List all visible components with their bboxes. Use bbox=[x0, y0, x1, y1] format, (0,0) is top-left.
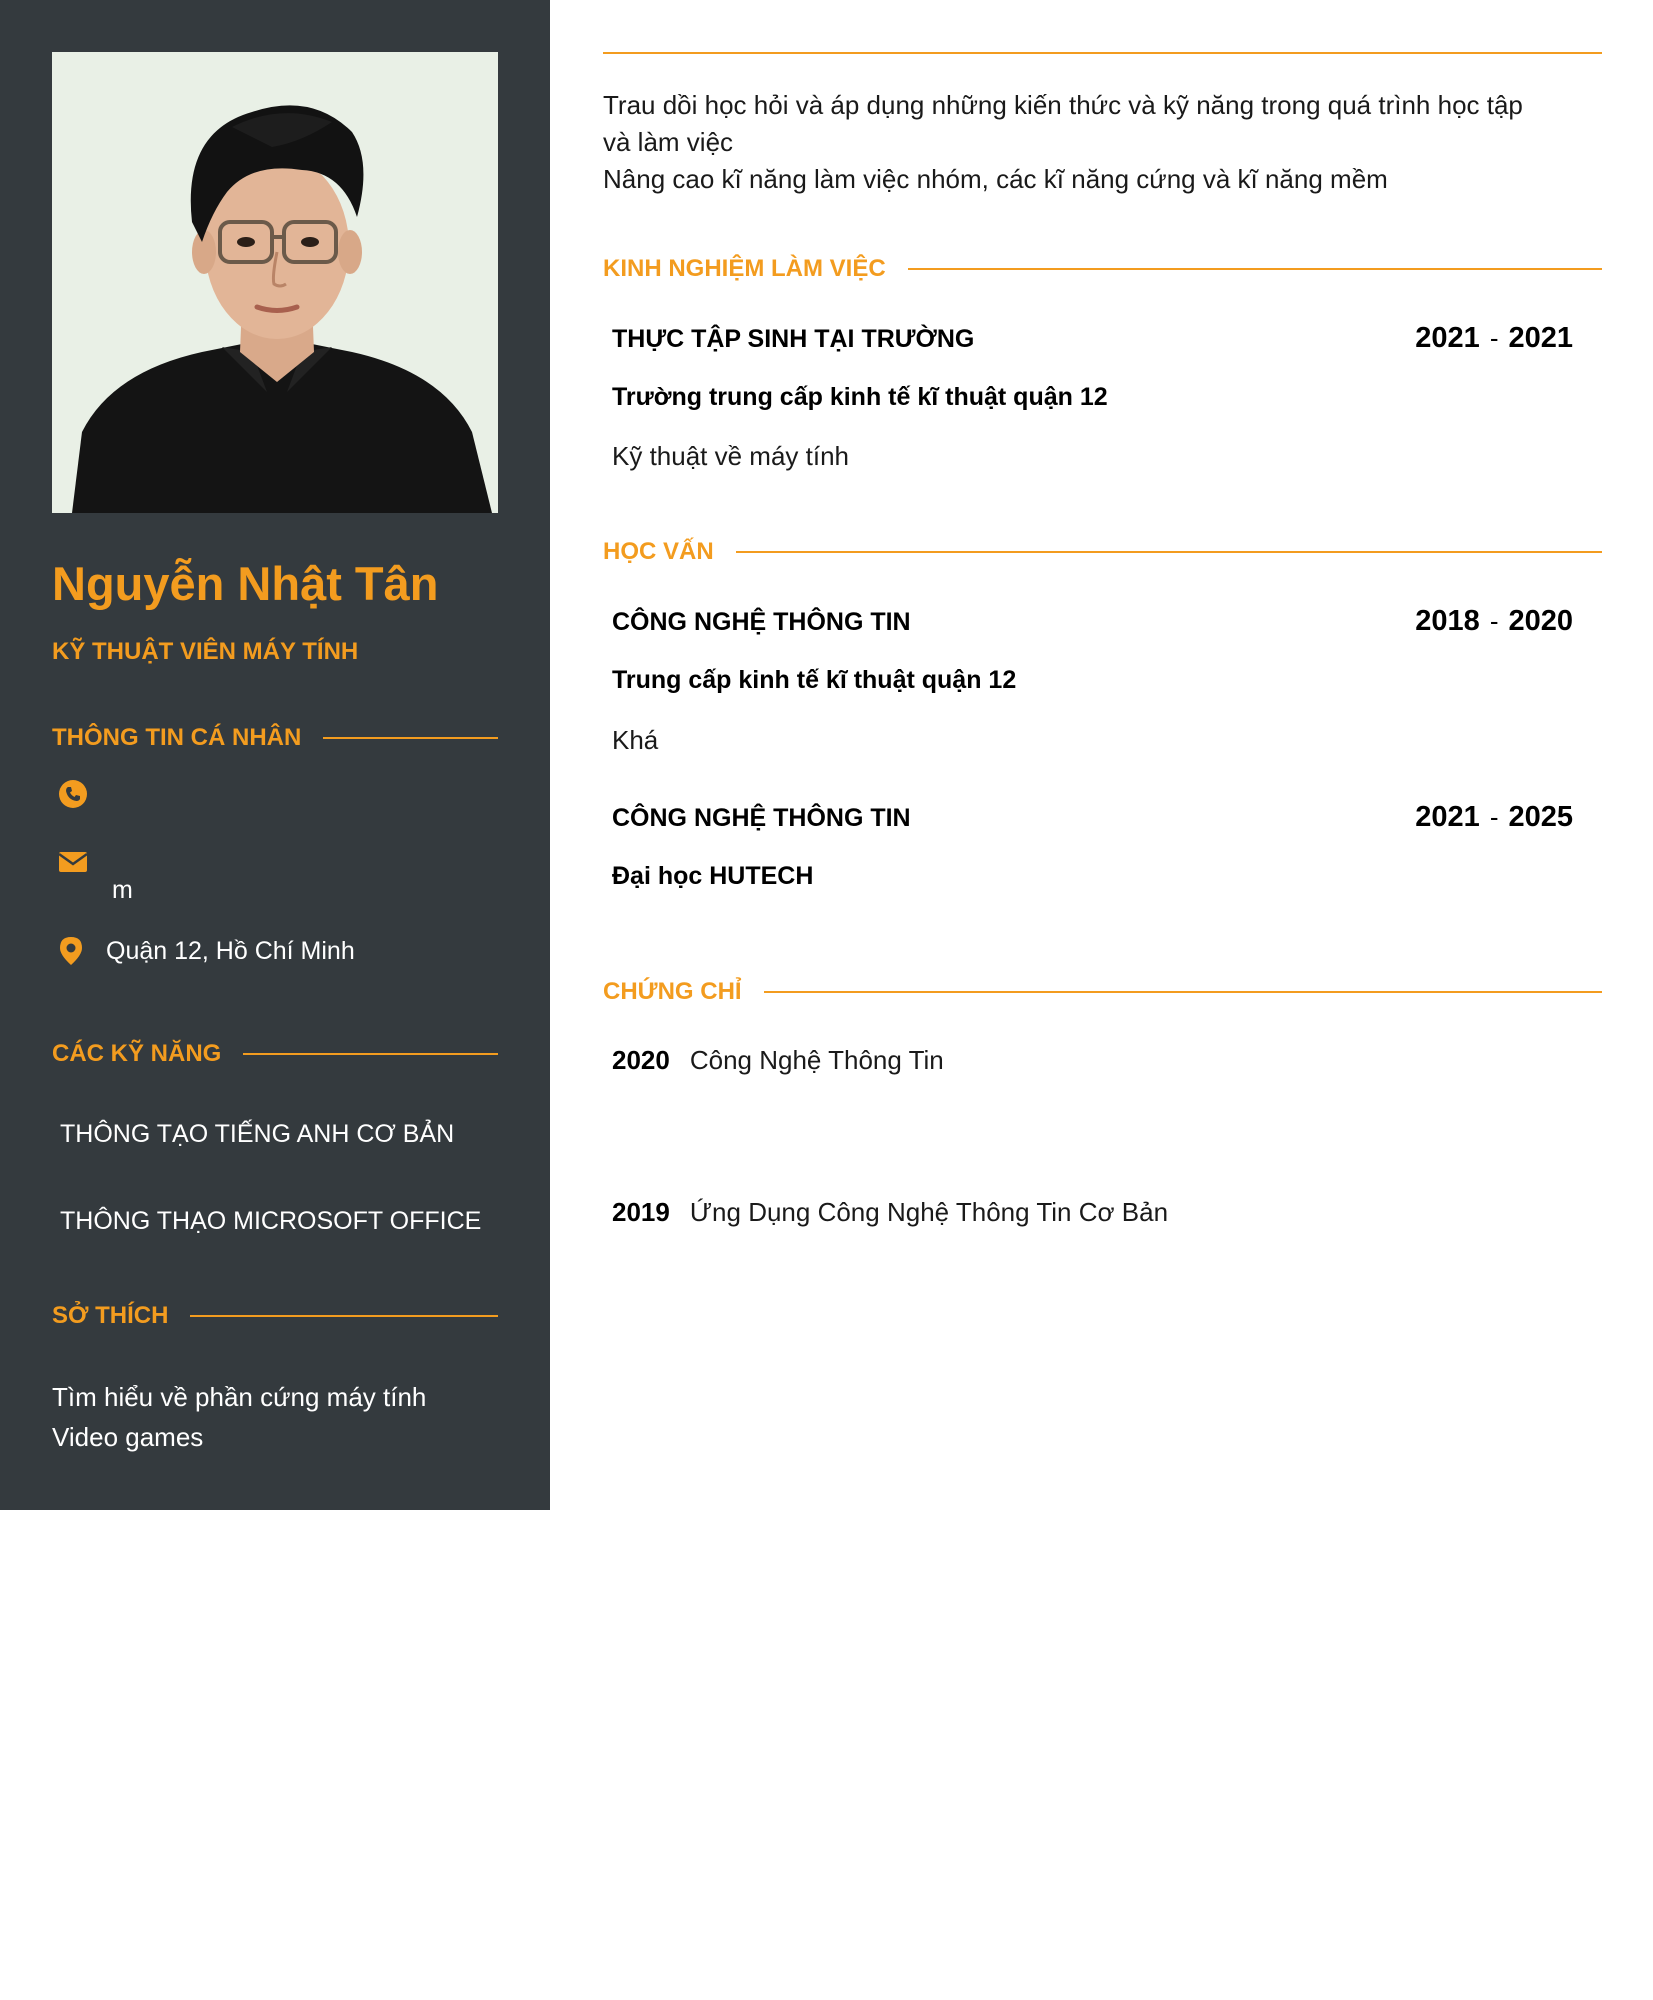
experience-heading-text: KINH NGHIỆM LÀM VIỆC bbox=[603, 255, 886, 282]
objective-line: và làm việc bbox=[603, 127, 734, 157]
certificates-heading bbox=[603, 978, 1602, 1006]
experience-description: Kỹ thuật về máy tính bbox=[612, 441, 850, 471]
top-rule bbox=[603, 52, 1602, 54]
objective-line: Nâng cao kĩ năng làm việc nhóm, các kĩ năng cứng và kĩ năng mềm bbox=[603, 164, 1388, 194]
hobby-item: Tìm hiểu về phần cứng máy tính bbox=[52, 1382, 427, 1412]
year-end: 2020 bbox=[1508, 605, 1573, 637]
heading-rule bbox=[764, 991, 1602, 993]
skill-item: THÔNG THẠO MICROSOFT OFFICE bbox=[60, 1207, 482, 1235]
candidate-name: Nguyễn Nhật Tân bbox=[52, 557, 439, 610]
education-school: Đại học HUTECH bbox=[612, 862, 814, 890]
skill-item: THÔNG TẠO TIẾNG ANH CƠ BẢN bbox=[60, 1120, 455, 1148]
hobbies-heading-text: SỞ THÍCH bbox=[52, 1302, 169, 1329]
education-title: CÔNG NGHỆ THÔNG TIN bbox=[612, 608, 911, 636]
year-start: 2018 bbox=[1415, 605, 1480, 637]
year-separator: - bbox=[1489, 802, 1499, 832]
objective-line: Trau dồi học hỏi và áp dụng những kiến thức và kỹ năng trong quá trình học tập bbox=[603, 90, 1523, 120]
education-grade: Khá bbox=[612, 725, 659, 755]
experience-organization: Trường trung cấp kinh tế kĩ thuật quận 12 bbox=[612, 383, 1108, 411]
year-separator: - bbox=[1489, 323, 1499, 353]
education-years bbox=[1415, 605, 1573, 638]
sidebar bbox=[0, 0, 550, 1510]
phone-icon bbox=[58, 779, 88, 809]
hobby-item: Video games bbox=[52, 1422, 204, 1452]
skills-heading bbox=[52, 1040, 498, 1068]
certificate-item bbox=[612, 1045, 944, 1076]
personal-info-heading-text: THÔNG TIN CÁ NHÂN bbox=[52, 724, 302, 751]
certificate-year: 2020 bbox=[612, 1045, 670, 1075]
job-title: KỸ THUẬT VIÊN MÁY TÍNH bbox=[52, 638, 359, 665]
certificate-name: Ứng Dụng Công Nghệ Thông Tin Cơ Bản bbox=[689, 1197, 1169, 1227]
heading-rule bbox=[736, 551, 1602, 553]
heading-rule bbox=[190, 1315, 498, 1317]
profile-photo bbox=[52, 52, 498, 513]
education-title: CÔNG NGHỆ THÔNG TIN bbox=[612, 804, 911, 832]
experience-title: THỰC TẬP SINH TẠI TRƯỜNG bbox=[612, 325, 975, 353]
education-heading bbox=[603, 538, 1602, 566]
certificate-year: 2019 bbox=[612, 1197, 670, 1227]
experience-heading bbox=[603, 255, 1602, 283]
year-start: 2021 bbox=[1415, 322, 1480, 354]
email-text: m bbox=[112, 876, 133, 904]
education-heading-text: HỌC VẤN bbox=[603, 538, 714, 565]
address-text: Quận 12, Hồ Chí Minh bbox=[106, 937, 355, 965]
year-separator: - bbox=[1489, 606, 1499, 636]
envelope-icon bbox=[58, 847, 88, 877]
heading-rule bbox=[908, 268, 1602, 270]
year-end: 2021 bbox=[1508, 322, 1573, 354]
map-pin-icon bbox=[56, 936, 86, 966]
education-school: Trung cấp kinh tế kĩ thuật quận 12 bbox=[612, 666, 1017, 694]
skills-heading-text: CÁC KỸ NĂNG bbox=[52, 1040, 222, 1067]
year-start: 2021 bbox=[1415, 801, 1480, 833]
certificate-name: Công Nghệ Thông Tin bbox=[689, 1045, 944, 1075]
hobbies-heading bbox=[52, 1302, 498, 1330]
heading-rule bbox=[323, 737, 498, 739]
education-years bbox=[1415, 801, 1573, 834]
year-end: 2025 bbox=[1508, 801, 1573, 833]
certificate-item bbox=[612, 1197, 1168, 1228]
personal-info-heading bbox=[52, 724, 498, 752]
certificates-heading-text: CHỨNG CHỈ bbox=[603, 978, 742, 1005]
heading-rule bbox=[243, 1053, 498, 1055]
experience-years bbox=[1415, 322, 1573, 355]
